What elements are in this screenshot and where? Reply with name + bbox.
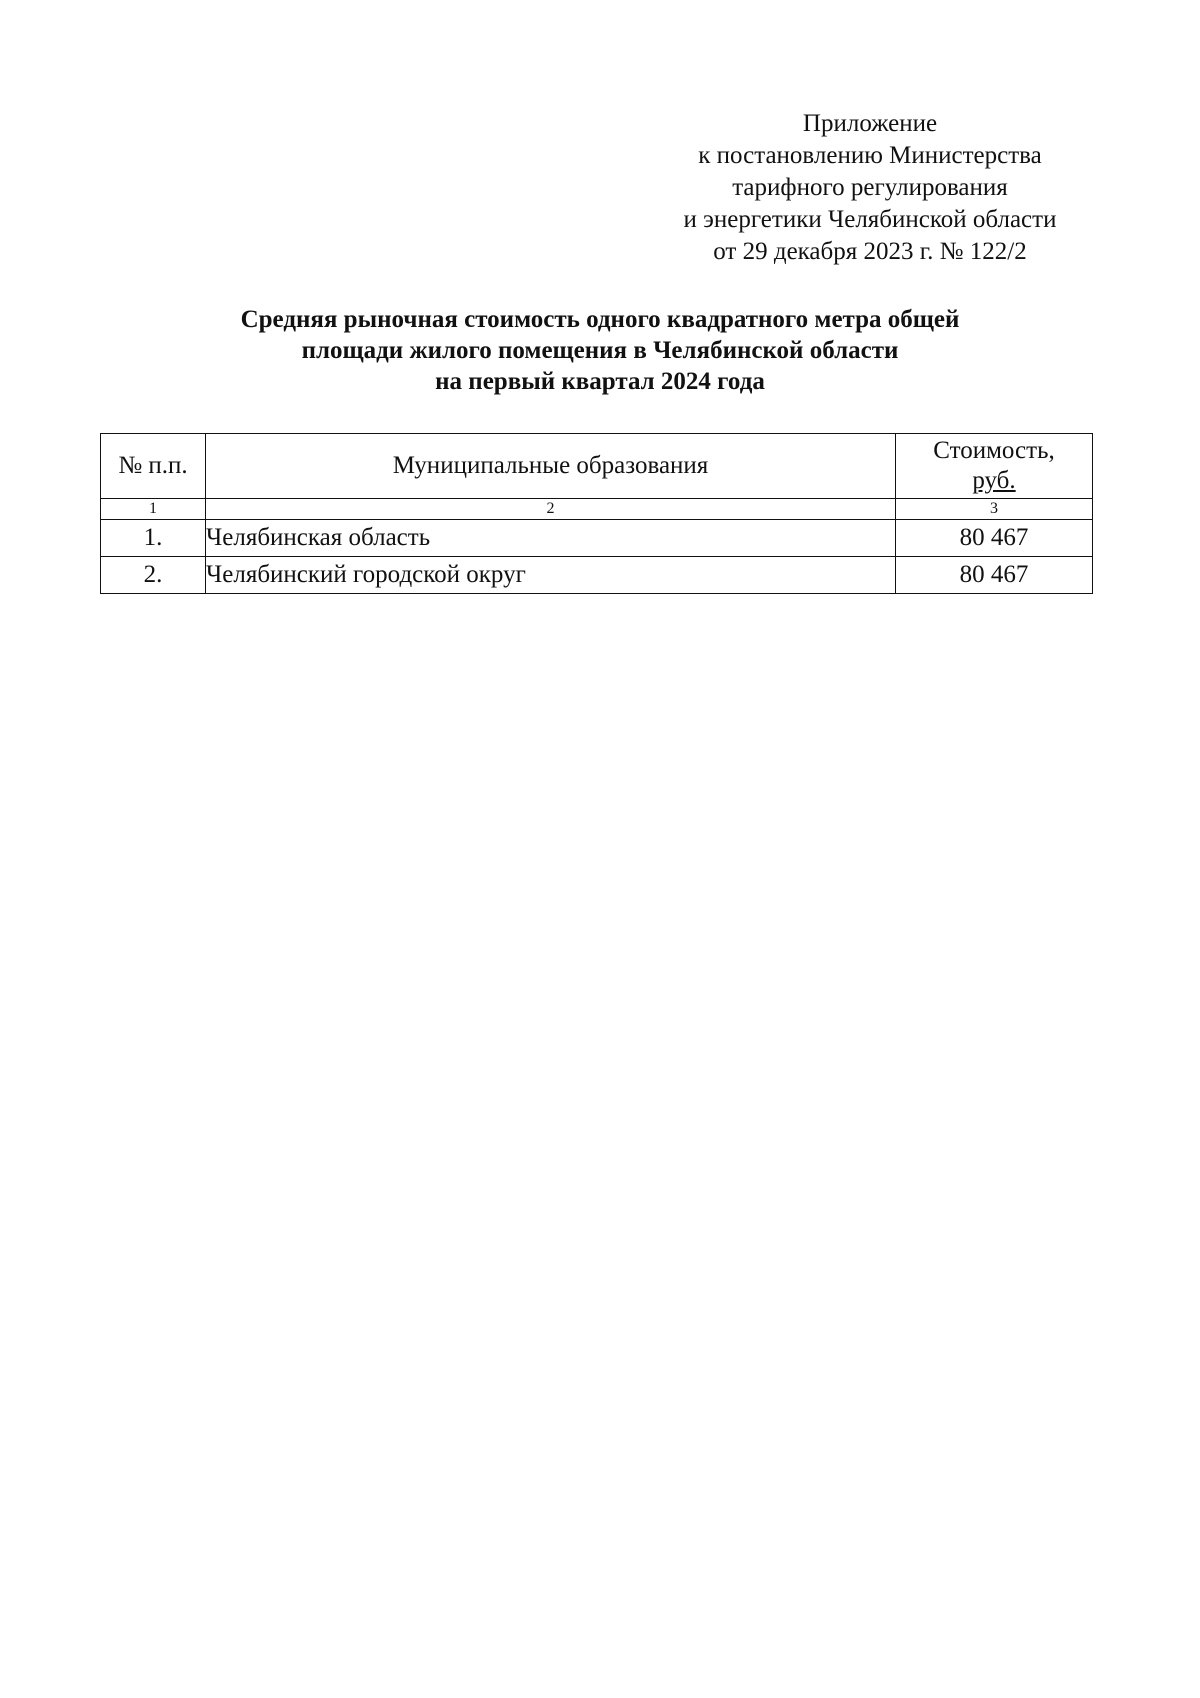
- table-row: [101, 557, 1093, 594]
- column-index: 3: [896, 499, 1093, 520]
- cost-value: 80 467: [896, 520, 1093, 557]
- header-name: Муниципальные образования: [206, 434, 896, 499]
- appendix-line: тарифного регулирования: [732, 174, 1008, 201]
- row-number: 1.: [101, 520, 206, 557]
- column-index: 1: [101, 499, 206, 520]
- price-table: [100, 433, 1093, 594]
- appendix-line: Приложение: [802, 110, 938, 137]
- appendix-line: к постановлению Министерства: [698, 142, 1042, 169]
- header-cost-label: Стоимость,: [933, 437, 1055, 464]
- title-line: на первый квартал 2024 года: [435, 368, 765, 395]
- row-number: 2.: [101, 557, 206, 594]
- document-title: [100, 304, 1100, 397]
- table-header-row: [101, 434, 1093, 499]
- column-index-row: [101, 499, 1093, 520]
- title-line: площади жилого помещения в Челябинской области: [301, 337, 899, 364]
- appendix-line: и энергетики Челябинской области: [683, 206, 1057, 233]
- appendix-line: от 29 декабря 2023 г. № 122/2: [713, 238, 1027, 265]
- municipality-name: Челябинская область: [206, 520, 896, 557]
- table-row: [101, 520, 1093, 557]
- cost-value: 80 467: [896, 557, 1093, 594]
- header-cost-unit: руб.: [972, 467, 1016, 494]
- appendix-header: [600, 108, 1140, 268]
- header-num: № п.п.: [101, 434, 206, 499]
- municipality-name: Челябинский городской округ: [206, 557, 896, 594]
- header-cost: [896, 434, 1093, 499]
- column-index: 2: [206, 499, 896, 520]
- title-line: Средняя рыночная стоимость одного квадратного метра общей: [240, 306, 960, 333]
